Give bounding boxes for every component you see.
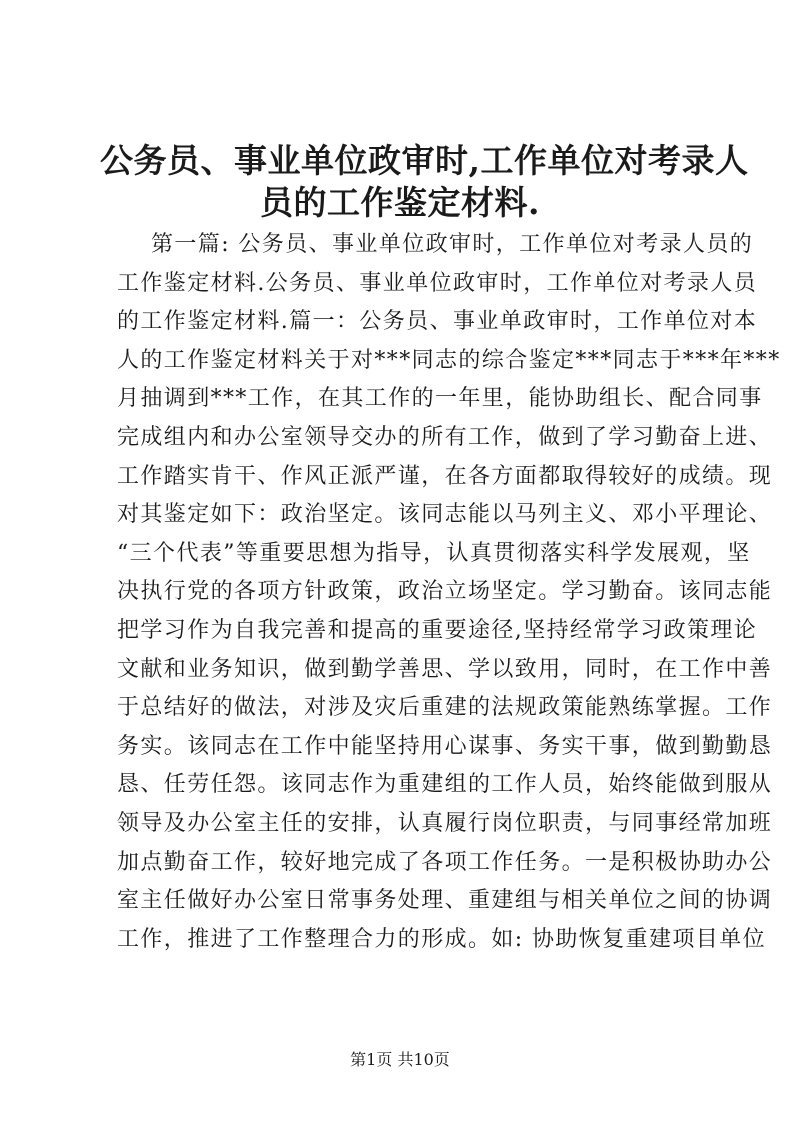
body-line: 人的工作鉴定材料关于对***同志的综合鉴定***同志于***年*** bbox=[117, 347, 781, 373]
body-line: 月抽调到***工作，在其工作的一年里，能协助组长、配合同事 bbox=[117, 386, 763, 412]
body-line: 加点勤奋工作，较好地完成了各项工作任务。一是积极协助办公 bbox=[117, 849, 773, 875]
body-line: 把学习作为自我完善和提高的重要途径,坚持经常学习政策理论 bbox=[117, 617, 758, 643]
body-line: 工作鉴定材料.公务员、事业单位政审时，工作单位对考录人员 bbox=[117, 270, 758, 296]
body-line: 对其鉴定如下：政治坚定。该同志能以马列主义、邓小平理论、 bbox=[117, 502, 773, 528]
body-line: 完成组内和办公室领导交办的所有工作，做到了学习勤奋上进、 bbox=[117, 424, 773, 450]
page-number-footer: 第1页 共10页 bbox=[350, 1050, 450, 1069]
body-line: 工作踏实肯干、作风正派严谨，在各方面都取得较好的成绩。现 bbox=[117, 463, 773, 489]
body-line: 领导及办公室主任的安排，认真履行岗位职责，与同事经常加班 bbox=[117, 810, 773, 836]
body-line: 室主任做好办公室日常事务处理、重建组与相关单位之间的协调 bbox=[117, 888, 773, 914]
body-paragraph bbox=[117, 226, 781, 959]
body-line: 工作，推进了工作整理合力的形成。如: 协助恢复重建项目单位 bbox=[117, 926, 767, 952]
body-line: 的工作鉴定材料.篇一：公务员、事业单政审时，工作单位对本 bbox=[117, 309, 758, 335]
body-line: 决执行党的各项方针政策，政治立场坚定。学习勤奋。该同志能 bbox=[117, 579, 773, 605]
body-line: 文献和业务知识，做到勤学善思、学以致用，同时，在工作中善 bbox=[117, 656, 773, 682]
body-line: 务实。该同志在工作中能坚持用心谋事、务实干事，做到勤勤恳 bbox=[117, 733, 773, 759]
body-line: “三个代表”等重要思想为指导，认真贯彻落实科学发展观，坚 bbox=[117, 540, 751, 566]
body-line: 于总结好的做法，对涉及灾后重建的法规政策能熟练掌握。工作 bbox=[117, 695, 773, 721]
title-line-2: 员的工作鉴定材料. bbox=[260, 183, 540, 222]
body-line: 第一篇: 公务员、事业单位政审时，工作单位对考录人员的 bbox=[151, 232, 754, 257]
document-title bbox=[100, 140, 749, 224]
title-line-1: 公务员、事业单位政审时,工作单位对考录人 bbox=[100, 141, 749, 180]
body-line: 恳、任劳任怨。该同志作为重建组的工作人员，始终能做到服从 bbox=[117, 772, 773, 798]
